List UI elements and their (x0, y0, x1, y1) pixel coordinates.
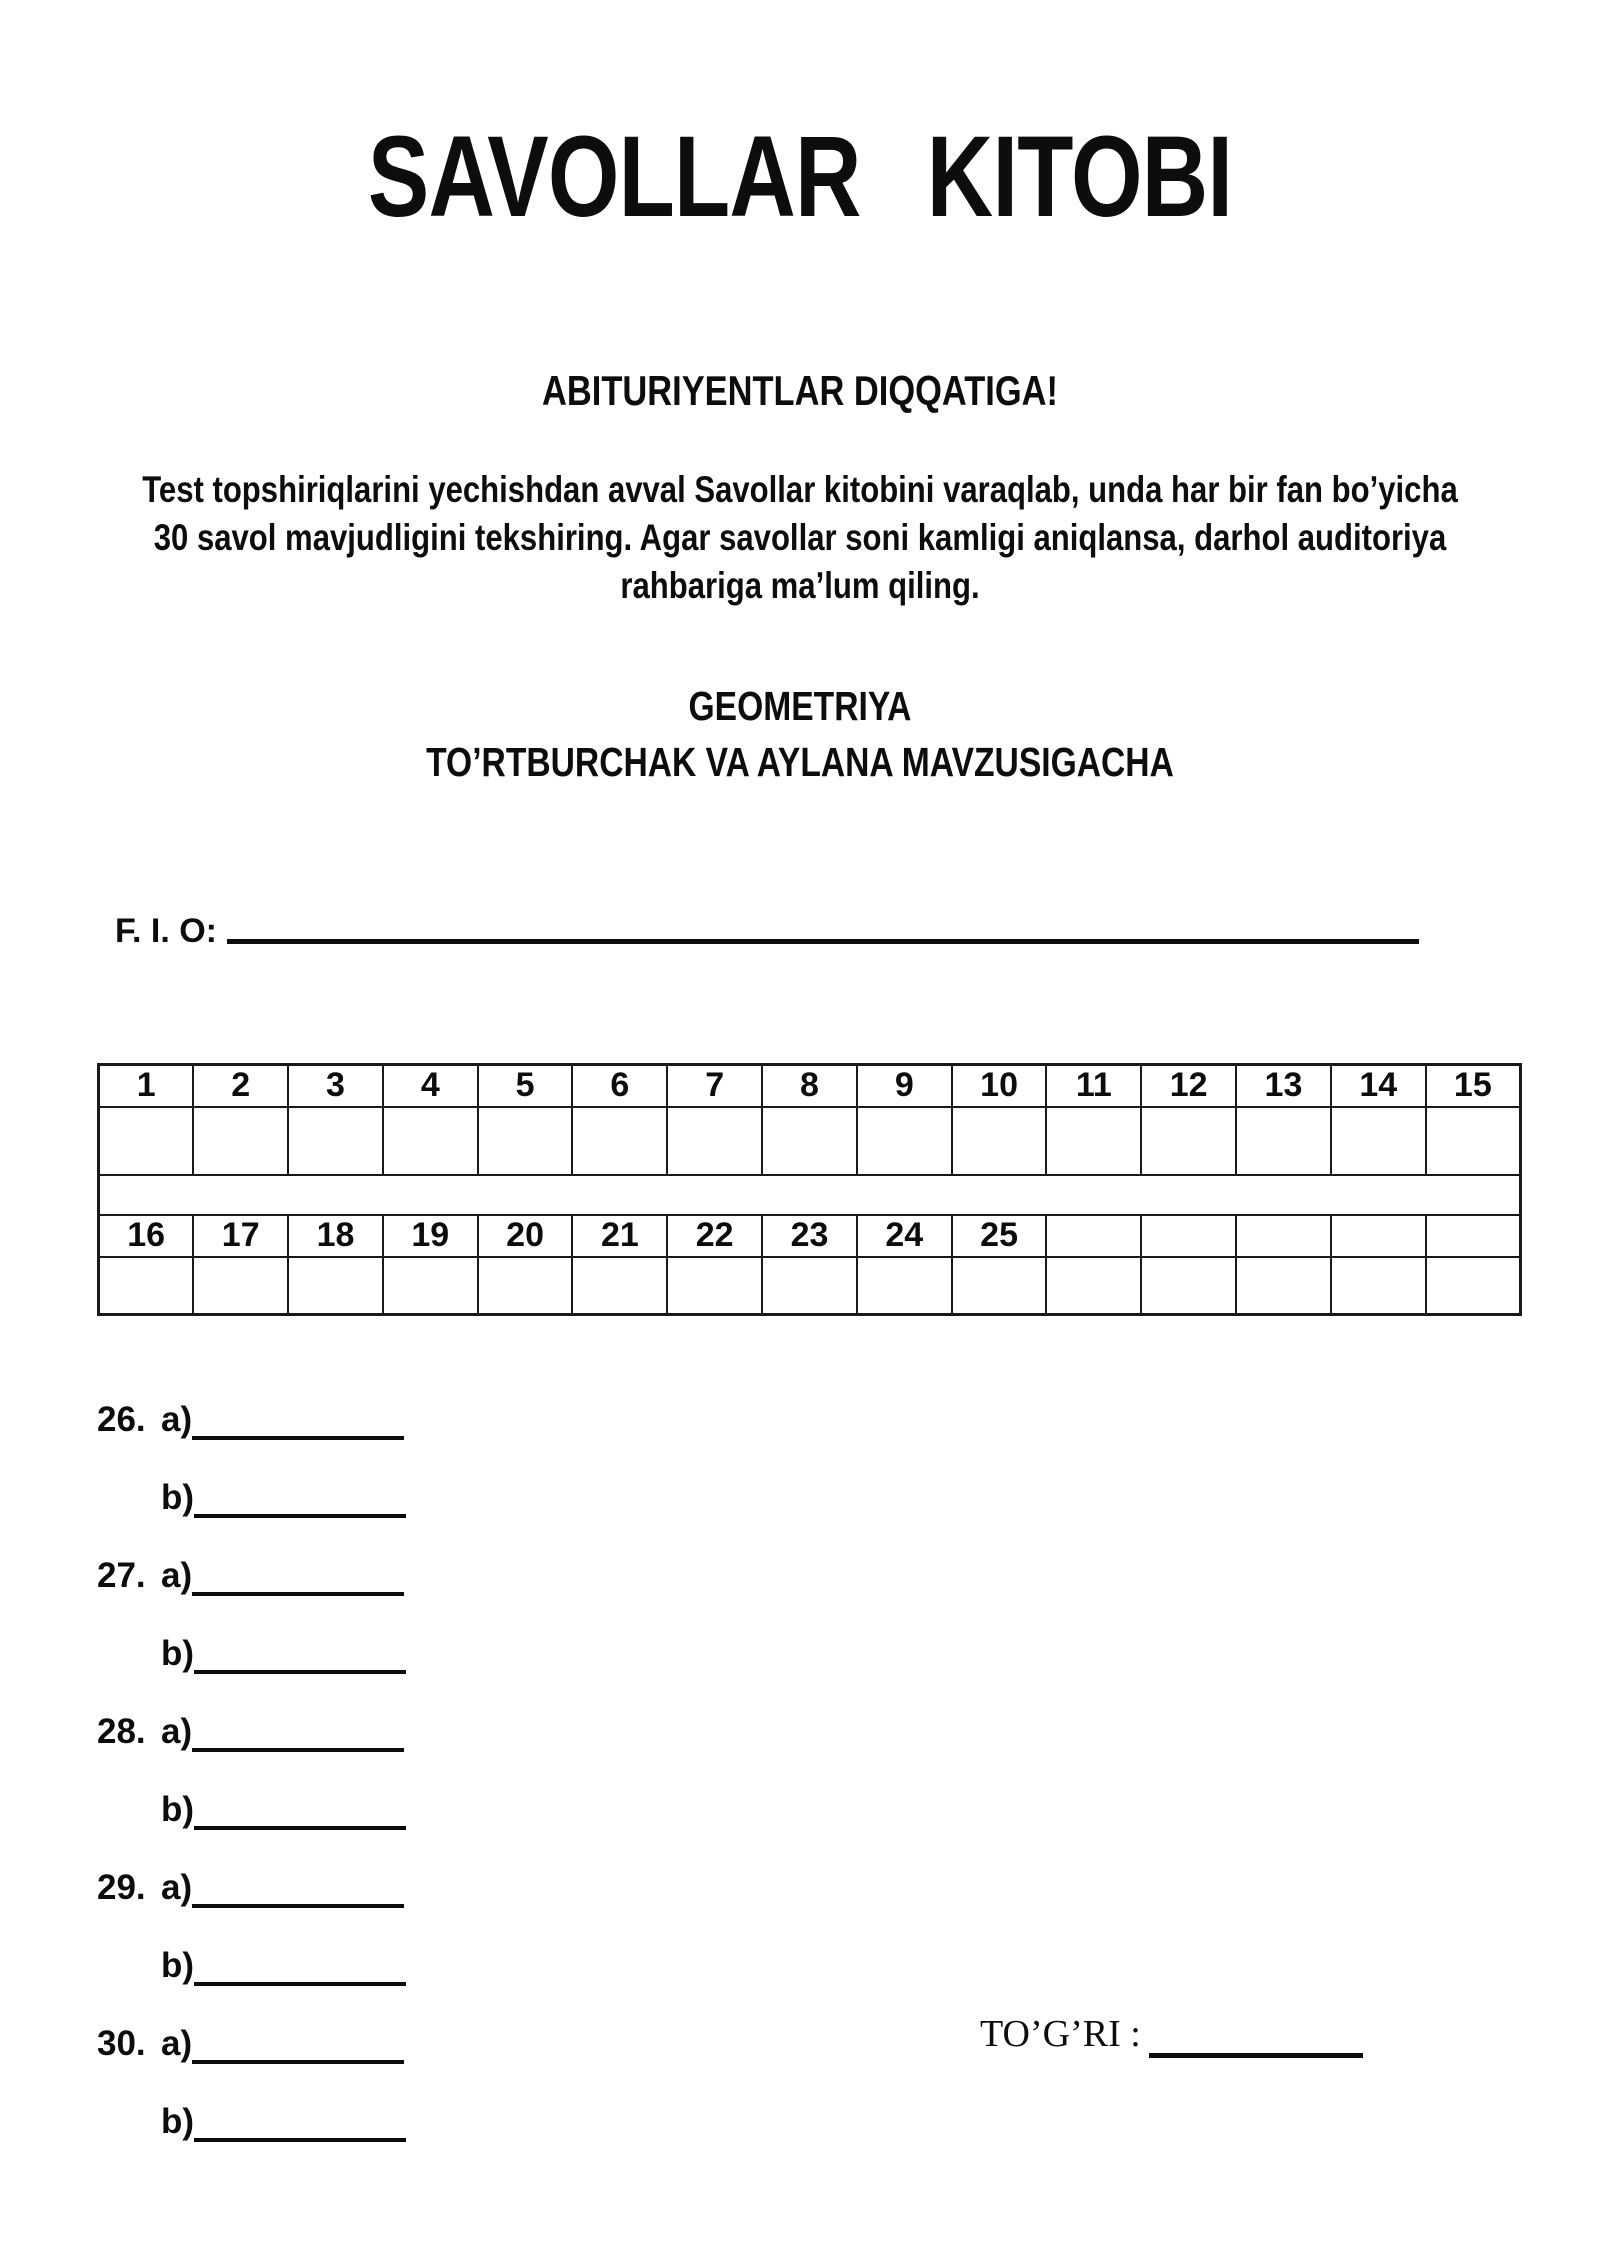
item-27-b-blank-line[interactable] (194, 1626, 406, 1674)
header-cell: 22 (667, 1215, 762, 1257)
answer-grid-header-row-1 (99, 1065, 1521, 1107)
answer-cell[interactable] (572, 1257, 667, 1315)
answer-cell[interactable] (667, 1257, 762, 1315)
item-number-spacer (97, 1626, 161, 1634)
item-30-b-row (97, 2094, 597, 2172)
option-a-label: a) (161, 1400, 193, 1439)
fio-label: F. I. O: (115, 912, 217, 950)
subject-heading: GEOMETRIYA (688, 683, 912, 729)
item-26-b-blank-line[interactable] (194, 1470, 406, 1518)
answer-grid-spacer-row (99, 1175, 1521, 1215)
answer-cell[interactable] (1331, 1107, 1426, 1175)
header-cell (1141, 1215, 1236, 1257)
header-cell: 4 (383, 1065, 478, 1107)
option-b-label: b) (161, 1790, 195, 1829)
item-29-b-blank-line[interactable] (194, 1938, 406, 1986)
answer-grid (97, 1063, 1522, 1316)
item-number: 28. (97, 1712, 146, 1751)
header-cell (1331, 1215, 1426, 1257)
item-30-a-blank-line[interactable] (192, 2016, 404, 2064)
answer-cell[interactable] (478, 1107, 573, 1175)
header-cell: 14 (1331, 1065, 1426, 1107)
item-29-a-blank-line[interactable] (192, 1860, 404, 1908)
header-cell: 5 (478, 1065, 573, 1107)
answer-cell[interactable] (1236, 1257, 1331, 1315)
item-26-a-row (97, 1392, 597, 1470)
answer-cell[interactable] (952, 1257, 1047, 1315)
header-cell: 2 (193, 1065, 288, 1107)
answer-grid-input-row-2 (99, 1257, 1521, 1315)
answer-cell[interactable] (99, 1107, 194, 1175)
item-number: 29. (97, 1868, 146, 1907)
item-27-b-row (97, 1626, 597, 1704)
togri-total-row (980, 2012, 1363, 2058)
item-30-a-row (97, 2016, 597, 2094)
subject-topic-heading: TO’RTBURCHAK VA AYLANA MAVZUSIGACHA (426, 739, 1174, 785)
item-number: 26. (97, 1400, 146, 1439)
header-cell: 3 (288, 1065, 383, 1107)
item-number-spacer (97, 2094, 161, 2102)
item-28-a-row (97, 1704, 597, 1782)
item-29-b-row (97, 1938, 597, 2016)
page-title: SAVOLLAR KITOBI (367, 113, 1233, 241)
item-28-b-row (97, 1782, 597, 1860)
option-b-label: b) (161, 1634, 195, 1673)
header-cell (1236, 1215, 1331, 1257)
header-cell: 21 (572, 1215, 667, 1257)
item-number-spacer (97, 1782, 161, 1790)
item-number-spacer (97, 1470, 161, 1478)
answer-cell[interactable] (193, 1107, 288, 1175)
header-cell: 13 (1236, 1065, 1331, 1107)
header-cell: 8 (762, 1065, 857, 1107)
option-b-label: b) (161, 2102, 195, 2141)
answer-cell[interactable] (1046, 1257, 1141, 1315)
item-26-b-row (97, 1470, 597, 1548)
answer-cell[interactable] (857, 1257, 952, 1315)
answer-cell[interactable] (667, 1107, 762, 1175)
answer-cell[interactable] (952, 1107, 1047, 1175)
header-cell: 1 (99, 1065, 194, 1107)
answer-cell[interactable] (1331, 1257, 1426, 1315)
item-29-a-row (97, 1860, 597, 1938)
item-28-a-blank-line[interactable] (192, 1704, 404, 1752)
option-a-label: a) (161, 2024, 193, 2063)
instructions-paragraph (128, 466, 1472, 610)
answer-cell[interactable] (1141, 1107, 1236, 1175)
item-30-b-blank-line[interactable] (194, 2094, 406, 2142)
header-cell: 6 (572, 1065, 667, 1107)
togri-label: TO’G’RI : (980, 2013, 1141, 2055)
answer-cell[interactable] (762, 1257, 857, 1315)
header-cell (1046, 1215, 1141, 1257)
answer-cell[interactable] (572, 1107, 667, 1175)
item-number: 30. (97, 2024, 146, 2063)
answer-cell[interactable] (1141, 1257, 1236, 1315)
answer-cell[interactable] (857, 1107, 952, 1175)
togri-blank-line[interactable] (1149, 2012, 1363, 2058)
item-28-b-blank-line[interactable] (194, 1782, 406, 1830)
option-a-label: a) (161, 1712, 193, 1751)
header-cell: 24 (857, 1215, 952, 1257)
answer-cell[interactable] (383, 1107, 478, 1175)
instructions-line: rahbariga ma’lum qiling. (620, 565, 980, 606)
item-number-spacer (97, 1938, 161, 1946)
answer-cell[interactable] (762, 1107, 857, 1175)
header-cell: 12 (1141, 1065, 1236, 1107)
answer-cell[interactable] (478, 1257, 573, 1315)
header-cell: 9 (857, 1065, 952, 1107)
header-cell: 10 (952, 1065, 1047, 1107)
option-b-label: b) (161, 1478, 195, 1517)
answer-cell[interactable] (1046, 1107, 1141, 1175)
header-cell: 20 (478, 1215, 573, 1257)
written-answer-items (97, 1392, 597, 2172)
answer-cell[interactable] (99, 1257, 194, 1315)
answer-cell[interactable] (1236, 1107, 1331, 1175)
answer-cell[interactable] (288, 1107, 383, 1175)
answer-grid-header-row-2 (99, 1215, 1521, 1257)
fio-field-row (115, 912, 1419, 950)
fio-blank-line[interactable] (227, 912, 1419, 944)
item-27-a-blank-line[interactable] (192, 1548, 404, 1596)
item-26-a-blank-line[interactable] (192, 1392, 404, 1440)
header-cell (1426, 1215, 1521, 1257)
header-cell: 19 (383, 1215, 478, 1257)
answer-cell[interactable] (1426, 1257, 1521, 1315)
attention-heading: ABITURIYENTLAR DIQQATIGA! (542, 367, 1058, 414)
header-cell: 11 (1046, 1065, 1141, 1107)
instructions-line: Test topshiriqlarini yechishdan avval Savollar kitobini varaqlab, unda har bir fan bo’yicha (142, 469, 1458, 510)
item-27-a-row (97, 1548, 597, 1626)
header-cell: 23 (762, 1215, 857, 1257)
answer-cell[interactable] (288, 1257, 383, 1315)
header-cell: 15 (1426, 1065, 1521, 1107)
answer-cell[interactable] (193, 1257, 288, 1315)
option-a-label: a) (161, 1868, 193, 1907)
option-b-label: b) (161, 1946, 195, 1985)
header-cell: 7 (667, 1065, 762, 1107)
item-number: 27. (97, 1556, 146, 1595)
header-cell: 16 (99, 1215, 194, 1257)
answer-cell[interactable] (1426, 1107, 1521, 1175)
header-cell: 17 (193, 1215, 288, 1257)
instructions-line: 30 savol mavjudligini tekshiring. Agar savollar soni kamligi aniqlansa, darhol auditoriya (153, 517, 1447, 558)
answer-grid-input-row-1 (99, 1107, 1521, 1175)
spacer-cell (99, 1175, 1521, 1215)
option-a-label: a) (161, 1556, 193, 1595)
header-cell: 25 (952, 1215, 1047, 1257)
header-cell: 18 (288, 1215, 383, 1257)
answer-cell[interactable] (383, 1257, 478, 1315)
